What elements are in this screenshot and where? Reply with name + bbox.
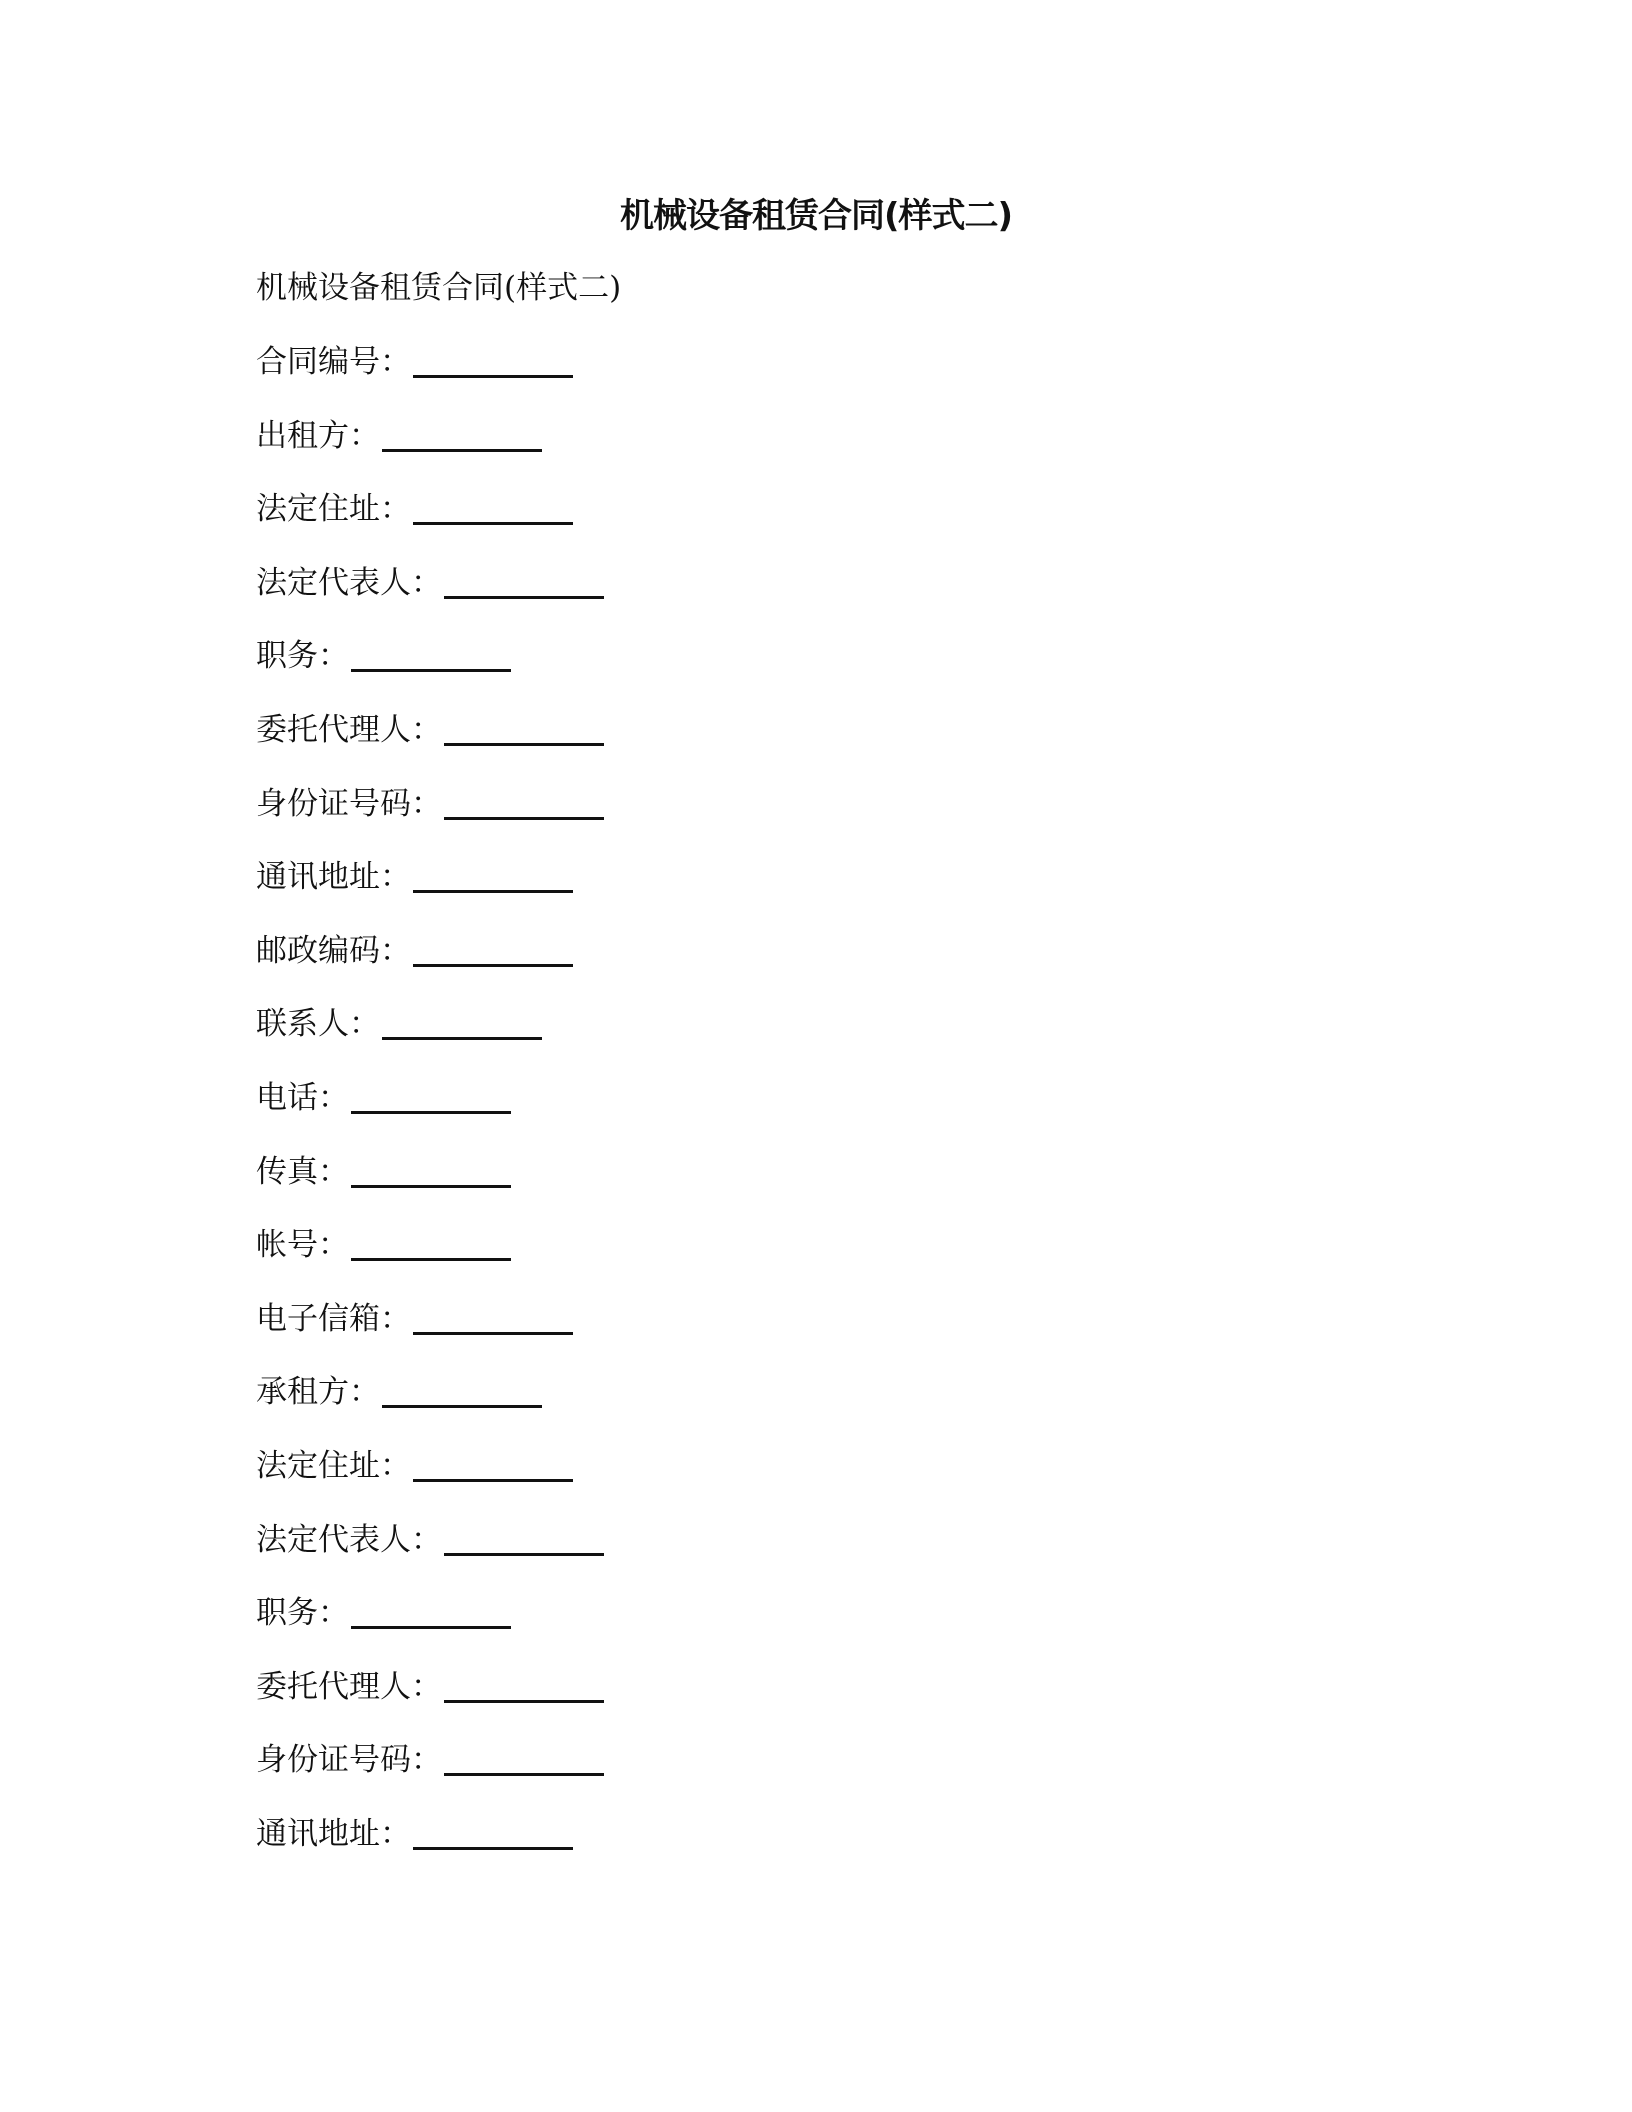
- field-label: 委托代理人：: [256, 1668, 442, 1705]
- field-lessor-agent: [256, 708, 604, 782]
- field-lessor-fax: [256, 1150, 604, 1224]
- contract-field-list: [256, 340, 604, 1885]
- field-lessee-id-number: [256, 1738, 604, 1812]
- blank-line[interactable]: [351, 1626, 511, 1629]
- field-label: 法定住址：: [256, 1447, 411, 1484]
- field-label: 帐号：: [256, 1227, 349, 1264]
- blank-line[interactable]: [444, 817, 604, 820]
- blank-line[interactable]: [413, 1847, 573, 1850]
- blank-line[interactable]: [413, 375, 573, 378]
- field-lessor-id-number: [256, 782, 604, 856]
- blank-line[interactable]: [444, 1773, 604, 1776]
- field-lessee-position: [256, 1591, 604, 1665]
- field-lessor-position: [256, 634, 604, 708]
- field-label: 承租方：: [256, 1374, 380, 1411]
- field-label: 联系人：: [256, 1006, 380, 1043]
- field-lessor-legal-address: [256, 487, 604, 561]
- blank-line[interactable]: [351, 1258, 511, 1261]
- document-title: 机械设备租赁合同(样式二): [619, 196, 1013, 236]
- field-label: 职务：: [256, 638, 349, 675]
- blank-line[interactable]: [382, 1037, 542, 1040]
- field-label: 法定代表人：: [256, 1521, 442, 1558]
- blank-line[interactable]: [351, 1185, 511, 1188]
- document-subtitle: 机械设备租赁合同(样式二): [256, 270, 622, 306]
- field-label: 法定住址：: [256, 491, 411, 528]
- field-label: 职务：: [256, 1595, 349, 1632]
- field-lessor-phone: [256, 1076, 604, 1150]
- field-lessor-email: [256, 1297, 604, 1371]
- blank-line[interactable]: [351, 669, 511, 672]
- field-lessee-legal-representative: [256, 1518, 604, 1592]
- field-lessor-contact: [256, 1002, 604, 1076]
- field-lessor-legal-representative: [256, 561, 604, 635]
- blank-line[interactable]: [413, 964, 573, 967]
- field-lessor: [256, 414, 604, 488]
- field-label: 电话：: [256, 1079, 349, 1116]
- blank-line[interactable]: [444, 596, 604, 599]
- field-label: 通讯地址：: [256, 1815, 411, 1852]
- field-lessee-legal-address: [256, 1444, 604, 1518]
- blank-line[interactable]: [413, 1479, 573, 1482]
- field-lessor-mailing-address: [256, 855, 604, 929]
- field-contract-number: [256, 340, 604, 414]
- field-label: 出租方：: [256, 417, 380, 454]
- field-label: 传真：: [256, 1153, 349, 1190]
- field-label: 邮政编码：: [256, 932, 411, 969]
- blank-line[interactable]: [382, 1405, 542, 1408]
- blank-line[interactable]: [444, 1553, 604, 1556]
- blank-line[interactable]: [413, 890, 573, 893]
- field-label: 身份证号码：: [256, 785, 442, 822]
- field-lessor-account: [256, 1223, 604, 1297]
- field-label: 通讯地址：: [256, 859, 411, 896]
- blank-line[interactable]: [413, 1332, 573, 1335]
- field-lessor-postal-code: [256, 929, 604, 1003]
- blank-line[interactable]: [351, 1111, 511, 1114]
- field-label: 法定代表人：: [256, 564, 442, 601]
- blank-line[interactable]: [382, 449, 542, 452]
- blank-line[interactable]: [444, 743, 604, 746]
- field-label: 委托代理人：: [256, 711, 442, 748]
- blank-line[interactable]: [444, 1700, 604, 1703]
- field-label: 身份证号码：: [256, 1742, 442, 1779]
- field-lessee-agent: [256, 1665, 604, 1739]
- field-label: 合同编号：: [256, 344, 411, 380]
- field-lessee: [256, 1370, 604, 1444]
- field-lessee-mailing-address: [256, 1812, 604, 1886]
- blank-line[interactable]: [413, 522, 573, 525]
- field-label: 电子信箱：: [256, 1300, 411, 1337]
